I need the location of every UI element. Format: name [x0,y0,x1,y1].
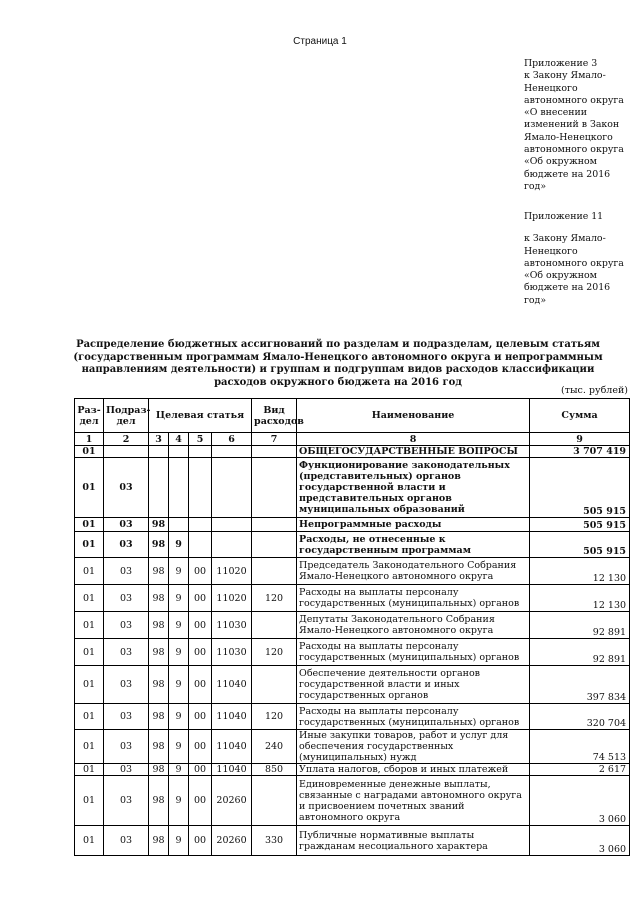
cell-c4: 9 [169,585,189,612]
cell-c3 [149,446,169,458]
cell-name: ОБЩЕГОСУДАРСТВЕННЫЕ ВОПРОСЫ [297,446,530,458]
cell-name: Функционирование законодательных (представительных) органов государственной власти и представительных органов муниципальных образований [297,458,530,518]
table-row [75,612,630,639]
column-index-cell: 3 [149,433,169,446]
appendix-current-line: год» [524,180,547,192]
table-row [75,532,630,558]
table-row [75,764,630,776]
cell-vid [252,532,297,558]
column-index-cell: 6 [212,433,252,446]
cell-vid [252,518,297,532]
cell-c5: 00 [189,826,212,856]
cell-name: Расходы, не отнесенные к государственным программам [297,532,530,558]
cell-razdel: 01 [75,730,104,764]
cell-c4: 9 [169,776,189,826]
cell-sum: 3 060 [530,776,630,826]
cell-name: Обеспечение деятельности органов государственной власти и иных государственных органов [297,666,530,704]
header-vid: Вид расходов [252,399,297,433]
table-row [75,666,630,704]
appendix-original-line: бюджете на 2016 [524,282,611,294]
cell-c3: 98 [149,518,169,532]
cell-name: Расходы на выплаты персоналу государственных (муниципальных) органов [297,704,530,730]
cell-c4: 9 [169,639,189,666]
cell-c4 [169,518,189,532]
table-row [75,730,630,764]
appendix-current-line: автономного округа [524,94,624,106]
cell-razdel: 01 [75,558,104,585]
cell-c5 [189,532,212,558]
appendix-current-line: изменений в Закон [524,119,620,131]
appendix-original-line: год» [524,294,547,306]
appendix-current-line: «Об окружном [524,156,597,168]
cell-podrazdel: 03 [104,764,149,776]
cell-razdel: 01 [75,666,104,704]
header-razdel: Раз-дел [75,399,104,433]
cell-sum: 505 915 [530,458,630,518]
appendix-current-line: «О внесении [524,107,588,119]
cell-vid [252,612,297,639]
cell-c3: 98 [149,558,169,585]
cell-c6: 20260 [212,776,252,826]
cell-podrazdel: 03 [104,639,149,666]
cell-c5: 00 [189,558,212,585]
cell-razdel: 01 [75,532,104,558]
table-body [75,446,630,856]
cell-c4: 9 [169,730,189,764]
cell-c5: 00 [189,776,212,826]
cell-c4 [169,458,189,518]
appendix-original [524,211,634,307]
cell-name: Непрограммные расходы [297,518,530,532]
table-row [75,704,630,730]
table-row [75,446,630,458]
appendix-original-body [524,233,634,307]
budget-table [74,398,630,856]
cell-vid: 120 [252,585,297,612]
appendix-current-line: к Закону Ямало- [524,70,606,82]
cell-sum: 397 834 [530,666,630,704]
cell-c4: 9 [169,612,189,639]
appendix-original-line: автономного округа [524,257,624,269]
cell-podrazdel: 03 [104,612,149,639]
table-row [75,826,630,856]
appendix-original-line: к Закону Ямало- [524,233,606,245]
appendix-current-line: автономного округа [524,144,624,156]
cell-c4: 9 [169,532,189,558]
cell-c4: 9 [169,666,189,704]
cell-podrazdel: 03 [104,704,149,730]
column-index-row [75,433,630,446]
cell-podrazdel: 03 [104,666,149,704]
table-row [75,585,630,612]
cell-podrazdel: 03 [104,532,149,558]
cell-c5: 00 [189,764,212,776]
cell-vid [252,558,297,585]
cell-c4: 9 [169,826,189,856]
cell-sum: 92 891 [530,612,630,639]
column-index-cell: 7 [252,433,297,446]
column-index-cell: 4 [169,433,189,446]
cell-name: Председатель Законодательного Собрания Ямало-Ненецкого автономного округа [297,558,530,585]
column-index-cell: 8 [297,433,530,446]
cell-razdel: 01 [75,776,104,826]
cell-c3: 98 [149,612,169,639]
cell-c6 [212,518,252,532]
cell-podrazdel: 03 [104,776,149,826]
cell-c3: 98 [149,704,169,730]
cell-name: Депутаты Законодательного Собрания Ямало-Ненецкого автономного округа [297,612,530,639]
cell-name: Публичные нормативные выплаты гражданам несоциального характера [297,826,530,856]
cell-c3: 98 [149,826,169,856]
cell-podrazdel: 03 [104,518,149,532]
cell-name: Единовременные денежные выплаты, связанные с наградами автономного округа и присвоением почетных званий автономного округа [297,776,530,826]
header-target-article: Целевая статья [149,399,252,433]
appendix-original-line: Ненецкого [524,245,578,257]
table-row [75,458,630,518]
cell-c5: 00 [189,585,212,612]
appendix-current-line: Приложение 3 [524,58,598,69]
cell-sum: 74 513 [530,730,630,764]
column-index-cell: 5 [189,433,212,446]
cell-c4 [169,446,189,458]
cell-sum: 3 707 419 [530,446,630,458]
cell-c6: 11020 [212,558,252,585]
cell-razdel: 01 [75,585,104,612]
cell-c6: 11040 [212,704,252,730]
document-title: Распределение бюджетных ассигнований по разделам и подразделам, целевым статьям (государственным программам Ямало-Ненецкого автономного округа и непрограммным направлениям деятельности) и группам и подгруппам видов расходов классификации расходов окружного бюджета на 2016 год [73,339,603,388]
cell-sum: 505 915 [530,532,630,558]
cell-name: Иные закупки товаров, работ и услуг для обеспечения государственных (муниципальных) нужд [297,730,530,764]
appendix-current-line: бюджете на 2016 [524,168,611,180]
column-index-cell: 9 [530,433,630,446]
table-row [75,558,630,585]
appendix-original-line: «Об окружном [524,270,597,282]
cell-c4: 9 [169,704,189,730]
cell-c3: 98 [149,730,169,764]
cell-c6 [212,446,252,458]
cell-vid [252,458,297,518]
cell-sum: 505 915 [530,518,630,532]
cell-vid: 120 [252,639,297,666]
cell-c3: 98 [149,776,169,826]
cell-razdel: 01 [75,764,104,776]
table-row [75,639,630,666]
cell-c5: 00 [189,704,212,730]
cell-vid: 850 [252,764,297,776]
cell-vid [252,666,297,704]
cell-sum: 2 617 [530,764,630,776]
cell-razdel: 01 [75,704,104,730]
cell-podrazdel: 03 [104,585,149,612]
cell-c5: 00 [189,730,212,764]
cell-c5 [189,458,212,518]
cell-sum: 3 060 [530,826,630,856]
cell-c6 [212,458,252,518]
cell-sum: 12 130 [530,558,630,585]
cell-podrazdel: 03 [104,826,149,856]
appendix-current-line: Ненецкого [524,82,578,94]
cell-vid [252,446,297,458]
appendix-current [524,58,634,193]
header-podrazdel: Подраз-дел [104,399,149,433]
cell-c6 [212,532,252,558]
cell-c5: 00 [189,612,212,639]
cell-sum: 12 130 [530,585,630,612]
cell-c3: 98 [149,666,169,704]
cell-c3 [149,458,169,518]
cell-vid: 120 [252,704,297,730]
cell-c6: 11040 [212,666,252,704]
cell-c6: 11040 [212,730,252,764]
cell-c4: 9 [169,558,189,585]
cell-podrazdel: 03 [104,730,149,764]
page-label: Страница 1 [293,36,347,47]
cell-c6: 11020 [212,585,252,612]
cell-razdel: 01 [75,446,104,458]
cell-podrazdel [104,446,149,458]
cell-c6: 11040 [212,764,252,776]
header-sum: Сумма [530,399,630,433]
cell-sum: 320 704 [530,704,630,730]
cell-name: Уплата налогов, сборов и иных платежей [297,764,530,776]
appendix-current-line: Ямало-Ненецкого [524,131,613,143]
cell-c3: 98 [149,585,169,612]
cell-name: Расходы на выплаты персоналу государственных (муниципальных) органов [297,639,530,666]
cell-razdel: 01 [75,518,104,532]
units-label: (тыс. рублей) [561,385,628,396]
cell-vid [252,776,297,826]
table-row [75,518,630,532]
cell-c5: 00 [189,666,212,704]
cell-c6: 20260 [212,826,252,856]
cell-podrazdel: 03 [104,558,149,585]
column-index-cell: 2 [104,433,149,446]
appendix-original-title: Приложение 11 [524,211,604,222]
column-index-cell: 1 [75,433,104,446]
cell-vid: 240 [252,730,297,764]
cell-c3: 98 [149,639,169,666]
cell-name: Расходы на выплаты персоналу государственных (муниципальных) органов [297,585,530,612]
cell-c4: 9 [169,764,189,776]
cell-sum: 92 891 [530,639,630,666]
table-row [75,776,630,826]
cell-razdel: 01 [75,458,104,518]
cell-vid: 330 [252,826,297,856]
cell-c3: 98 [149,532,169,558]
cell-c5 [189,446,212,458]
cell-c6: 11030 [212,612,252,639]
cell-c3: 98 [149,764,169,776]
cell-c5 [189,518,212,532]
header-name: Наименование [297,399,530,433]
cell-c6: 11030 [212,639,252,666]
cell-razdel: 01 [75,639,104,666]
cell-razdel: 01 [75,612,104,639]
cell-c5: 00 [189,639,212,666]
cell-podrazdel: 03 [104,458,149,518]
cell-razdel: 01 [75,826,104,856]
